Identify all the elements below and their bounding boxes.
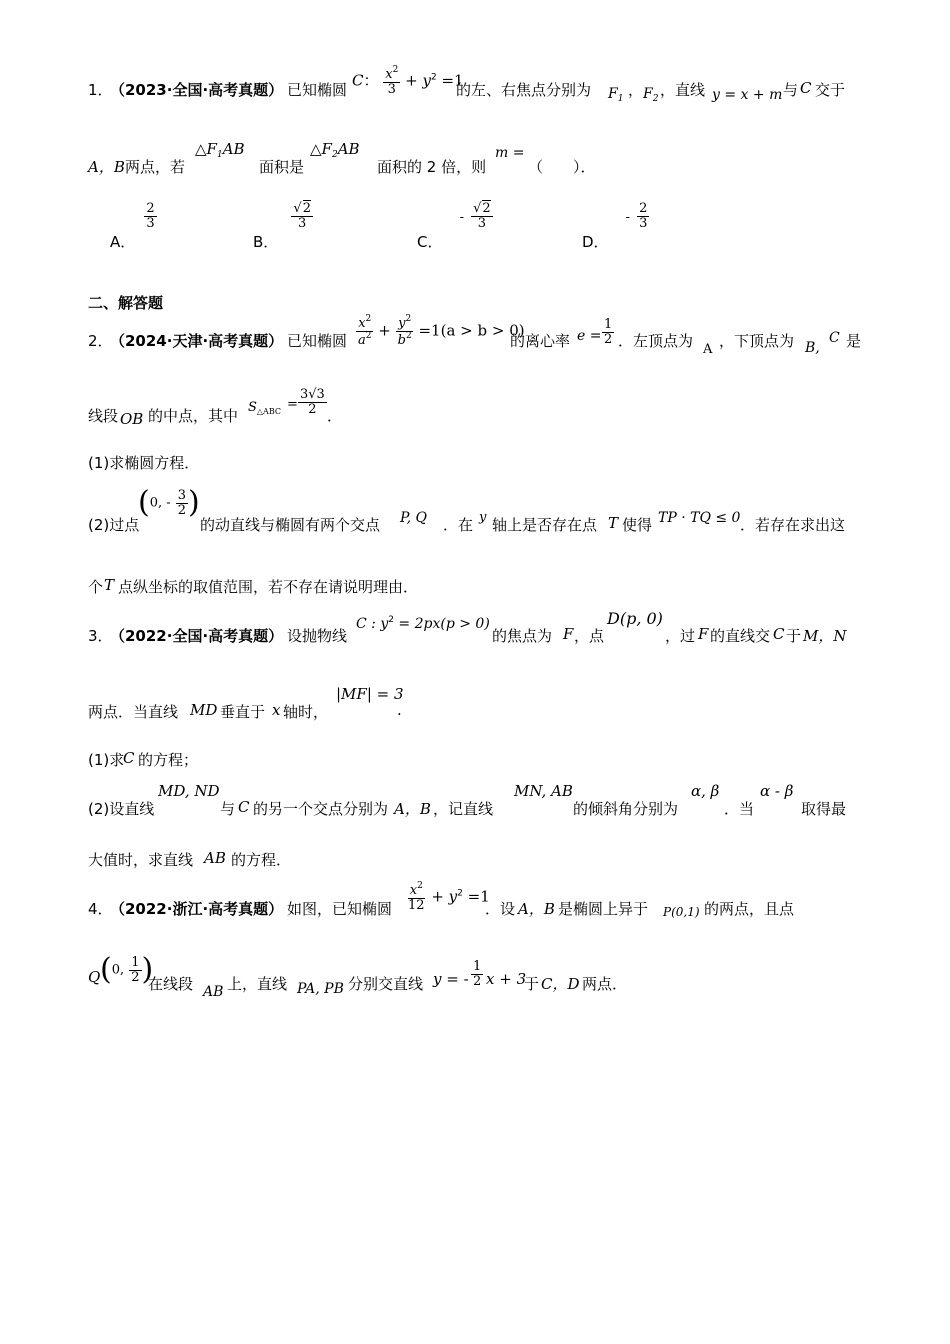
q3-lines-md-nd: MD, ND xyxy=(158,782,220,800)
q2-part-2-f: ．若存在求出这 xyxy=(740,516,846,534)
q2-y-axis: y xyxy=(479,510,487,525)
option-d-value: $\frac{2}{3}$ xyxy=(639,201,648,231)
q4-points-cd: C，D xyxy=(541,975,580,993)
q3-text-4: ，过 xyxy=(665,627,696,645)
q4-line-equation-start: y = - xyxy=(433,970,469,988)
q4-text-3: 是椭圆上异于 xyxy=(558,900,649,918)
q3-part-1-c: C xyxy=(123,749,135,767)
q3-line-md: MD xyxy=(190,701,218,719)
option-c-value: $\frac{√2}{3}$ xyxy=(473,201,491,231)
q1-text-5: 交于 xyxy=(815,81,846,99)
q1-comma: ， xyxy=(628,81,644,99)
q3-text: 设抛物线 xyxy=(287,627,348,645)
q3-text-7: 两点．当直线 xyxy=(88,703,179,721)
q4-text-6: 上，直线 xyxy=(227,975,288,993)
option-b-value: $\frac{√2}{3}$ xyxy=(293,201,311,231)
q2-segment-ob: OB xyxy=(120,410,144,428)
q3-part-2-h: 大值时，求直线 xyxy=(88,851,194,869)
q2-eccentricity: e = xyxy=(577,328,602,344)
option-c-label: C． xyxy=(417,232,443,251)
q2-number: 2． xyxy=(88,332,113,350)
q1-source: （2023·全国·高考真题） xyxy=(110,81,284,99)
q2-area-symbol: $S_{\triangle ABC}$ xyxy=(248,400,281,416)
q2-area-equals: = xyxy=(287,397,298,412)
q2-text-7: 的中点，其中 xyxy=(148,407,239,425)
q4-line-slope: $\frac{1}{2}$ xyxy=(473,959,482,989)
q2-point-c: C xyxy=(829,330,840,346)
q4-line-equation-end: x + 3 xyxy=(486,970,527,988)
q2-part-2-g: 个 xyxy=(88,578,104,596)
q2-part-2-d: 轴上是否存在点 xyxy=(492,516,598,534)
q3-number: 3． xyxy=(88,627,113,645)
q3-text-6: 于 xyxy=(786,627,802,645)
q2-text-6: 线段 xyxy=(88,407,119,425)
q3-angles: α, β xyxy=(691,782,720,800)
q3-curve-c: C xyxy=(773,625,785,643)
q4-point-p: P(0,1) xyxy=(663,905,700,919)
q2-source: （2024·天津·高考真题） xyxy=(110,332,284,350)
q2-period: ． xyxy=(327,407,343,425)
q3-part-2-b: 与 xyxy=(220,800,236,818)
q1-ellipse-equation: C： $\frac{x^2}{3}$ + $y^2 =1$ xyxy=(352,65,464,97)
q1-text-4: 与 xyxy=(783,81,799,99)
q1-option-a[interactable] xyxy=(110,201,155,251)
q1-text-3: ，直线 xyxy=(660,81,706,99)
q1-points-ab: A，B xyxy=(88,158,125,176)
q4-point-q-coordinates: (0, $\frac{1}{2}$ ) xyxy=(100,952,154,987)
q1-text-7: 两点，若 xyxy=(125,158,186,176)
q4-text-9: 两点． xyxy=(582,975,628,993)
q3-parabola-equation: C : $y^2 = 2px(p > 0)$ xyxy=(356,615,490,632)
q2-point-a: A xyxy=(703,342,713,357)
q2-area-value: $\frac{3√3}{2}$ xyxy=(300,387,325,417)
q2-text-2: 的离心率 xyxy=(510,332,571,350)
q3-part-1: (1)求 xyxy=(88,751,125,769)
q1-f2: $F_2$ xyxy=(643,86,659,104)
section-heading: 二、解答题 xyxy=(88,294,164,312)
q4-text-7: 分别交直线 xyxy=(348,975,424,993)
q3-point-d: D(p, 0) xyxy=(607,609,663,628)
q3-text-8: 垂直于 xyxy=(220,703,266,721)
q3-text-2: 的焦点为 xyxy=(492,627,553,645)
q3-part-2-i: 的方程． xyxy=(231,851,292,869)
q2-part-2-b: 的动直线与椭圆有两个交点 xyxy=(200,516,381,534)
q3-part-2-a: (2)设直线 xyxy=(88,800,155,818)
q1-fraction: $\frac{x^2}{3}$ xyxy=(385,65,399,97)
q2-part-2-e: 使得 xyxy=(622,516,653,534)
q1-m-equals: m = xyxy=(495,145,525,161)
q3-line-ab: AB xyxy=(204,849,226,867)
q3-angle-difference: α - β xyxy=(760,782,794,800)
q3-lines-mn-ab: MN, AB xyxy=(514,782,573,800)
q1-line-equation: y = x + m xyxy=(712,87,783,103)
q1-text-9: 面积的 2 倍，则 xyxy=(377,158,487,176)
q2-point-t: T xyxy=(608,514,619,532)
q4-ellipse-equation: $\frac{x^2}{12}$ + $y^2 =1$ xyxy=(408,881,490,913)
q1-triangle-f2ab: $\triangle F_2AB$ xyxy=(310,140,360,160)
q2-text-5: 是 xyxy=(846,332,862,350)
q1-option-c[interactable]: C． - $\frac{√2}{3}$ xyxy=(417,201,491,251)
q2-part-2-c: ．在 xyxy=(443,516,474,534)
q2-part-2-h: 点纵坐标的取值范围，若不存在请说明理由． xyxy=(118,578,419,596)
option-a-label: A． xyxy=(110,232,136,251)
q3-part-2-e: 的倾斜角分别为 xyxy=(573,800,679,818)
q3-focus-f-2: F xyxy=(698,625,709,643)
q3-part-2-c: 的另一个交点分别为 xyxy=(253,800,389,818)
q3-part-2-f: ．当 xyxy=(724,800,755,818)
q3-focus-f: F xyxy=(563,625,574,643)
q3-part-1-b: 的方程； xyxy=(138,751,199,769)
option-d-label: D． xyxy=(582,232,609,251)
q2-points-pq: P, Q xyxy=(400,510,427,526)
q3-mf-length: |MF| = 3 xyxy=(336,685,404,703)
q4-text-2: ．设 xyxy=(485,900,516,918)
q1-text: 已知椭圆 xyxy=(287,81,348,99)
q3-points-mn: M，N xyxy=(803,627,847,645)
q2-point-t-2: T xyxy=(104,576,115,594)
q3-points-ab: A，B xyxy=(394,800,431,818)
q4-lines-pa-pb: PA, PB xyxy=(297,981,344,997)
q4-segment-ab: AB xyxy=(203,984,224,1000)
q4-point-q: Q xyxy=(88,968,101,986)
q1-triangle-f1ab: $\triangle F_1AB$ xyxy=(195,140,245,160)
q2-text-4: ，下顶点为 xyxy=(719,332,795,350)
q4-source: （2022·浙江·高考真题） xyxy=(110,900,284,918)
q1-answer-blank: （ ）． xyxy=(528,158,596,176)
q1-text-2: 的左、右焦点分别为 xyxy=(456,81,592,99)
q4-number: 4． xyxy=(88,900,113,918)
q3-part-2-d: ，记直线 xyxy=(433,800,494,818)
q2-text: 已知椭圆 xyxy=(287,332,348,350)
q3-part-2-g: 取得最 xyxy=(801,800,847,818)
q4-text-4: 的两点，且点 xyxy=(704,900,795,918)
q3-x-axis: x xyxy=(272,701,281,719)
q1-number: 1． xyxy=(88,81,113,99)
q2-text-3: ．左顶点为 xyxy=(618,332,694,350)
q3-text-5: 的直线交 xyxy=(710,627,771,645)
q1-f1: $F_1$ xyxy=(608,86,624,104)
q1-text-8: 面积是 xyxy=(259,158,305,176)
q4-text: 如图，已知椭圆 xyxy=(287,900,393,918)
q1-curve-c: C xyxy=(800,79,812,97)
q2-ellipse-equation: $\frac{x^2}{a^2}$ + $\frac{y^2}{b^2}$ =1(a > b > 0) xyxy=(358,314,525,348)
q1-option-d[interactable]: D． - $\frac{2}{3}$ xyxy=(582,201,648,251)
q4-text-8: 于 xyxy=(524,975,540,993)
q3-part-2-c-curve: C xyxy=(238,798,250,816)
q2-eccentricity-value: $\frac{1}{2}$ xyxy=(604,317,613,347)
q3-source: （2022·全国·高考真题） xyxy=(110,627,284,645)
q2-point-b: B, xyxy=(805,340,820,356)
q2-point-coordinates: (0, - $\frac{3}{2}$ ) xyxy=(138,485,200,520)
option-a-value: $\frac{2}{3}$ xyxy=(146,201,155,231)
q3-period: . xyxy=(397,701,402,719)
q1-option-b[interactable] xyxy=(253,201,311,251)
q4-points-ab: A，B xyxy=(518,900,555,918)
q3-text-3: ，点 xyxy=(574,627,605,645)
q2-part-1: (1)求椭圆方程． xyxy=(88,454,200,472)
q2-inequality: TP · TQ ≤ 0 xyxy=(658,510,741,526)
q2-part-2-a: (2)过点 xyxy=(88,516,140,534)
q4-text-5: 在线段 xyxy=(148,975,194,993)
q3-text-9: 轴时， xyxy=(283,703,329,721)
option-b-label: B． xyxy=(253,232,279,251)
